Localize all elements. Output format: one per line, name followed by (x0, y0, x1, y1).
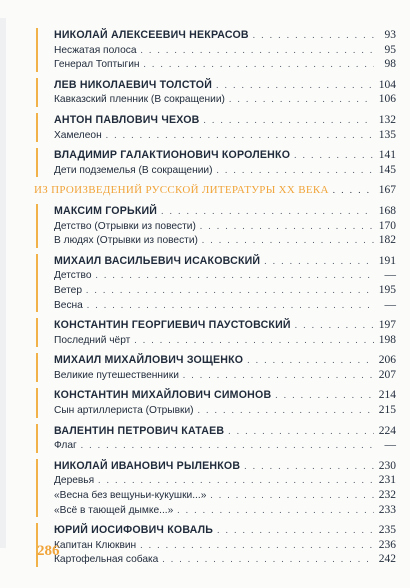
toc-author-block (36, 523, 396, 567)
dot-leader (87, 298, 374, 313)
toc-work-title: Генерал Топтыгин (54, 59, 140, 71)
toc-author-page: 224 (378, 424, 396, 437)
toc-work (54, 219, 396, 234)
dot-leader (200, 219, 374, 234)
toc-work-page: — (384, 439, 396, 452)
dot-leader (177, 503, 374, 518)
toc-author (54, 388, 396, 403)
dot-leader (140, 538, 374, 553)
dot-leader (295, 318, 374, 333)
dot-leader (202, 233, 374, 248)
toc-work (54, 552, 396, 567)
dot-leader (244, 459, 374, 474)
dot-leader (264, 254, 374, 269)
toc-work-page: 182 (378, 234, 396, 247)
toc-work (54, 233, 396, 248)
toc-work (54, 128, 396, 143)
dot-leader (216, 163, 374, 178)
dot-leader (134, 333, 374, 348)
toc-author-title: КОНСТАНТИН ГЕОРГИЕВИЧ ПАУСТОВСКИЙ (54, 319, 291, 332)
dot-leader (86, 283, 374, 298)
toc-work-title: Флаг (54, 440, 77, 452)
dot-leader (204, 113, 374, 128)
dot-leader (333, 183, 374, 198)
toc-work (54, 473, 396, 488)
dot-leader (198, 403, 374, 418)
toc-work-page: 98 (384, 58, 396, 71)
toc-author-title: АНТОН ПАВЛОВИЧ ЧЕХОВ (54, 113, 200, 126)
toc-work-title: Кавказский пленник (В сокращении) (54, 94, 225, 106)
toc-author-block (36, 204, 396, 248)
toc-work (54, 92, 396, 107)
dot-leader (229, 92, 374, 107)
dot-leader (294, 148, 374, 163)
toc-work-page: 233 (378, 503, 396, 516)
toc-section-title: ИЗ ПРОИЗВЕДЕНИЙ РУССКОЙ ЛИТЕРАТУРЫ XX ВЕКА (34, 184, 329, 197)
toc-author-title: МИХАИЛ МИХАЙЛОВИЧ ЗОЩЕНКО (54, 354, 244, 367)
toc-author-page: 235 (378, 524, 396, 537)
toc-author-title: КОНСТАНТИН МИХАЙЛОВИЧ СИМОНОВ (54, 389, 272, 402)
toc-author-block (36, 424, 396, 453)
toc-author-block (36, 353, 396, 382)
toc-section-page: 167 (378, 184, 396, 197)
toc-author (54, 353, 396, 368)
toc-author (54, 204, 396, 219)
toc-author (54, 459, 396, 474)
toc-author-title: МАКСИМ ГОРЬКИЙ (54, 204, 158, 217)
toc-author-block (36, 148, 396, 177)
toc-work-page: 135 (378, 128, 396, 141)
toc-author (54, 148, 396, 163)
toc-author-block (36, 459, 396, 517)
toc-work (54, 298, 396, 313)
toc-work-page: — (384, 269, 396, 282)
dot-leader (228, 424, 374, 439)
toc-work (54, 268, 396, 283)
toc-author-page: 197 (378, 319, 396, 332)
toc-work-title: Капитан Клюквин (54, 539, 137, 551)
dot-leader (81, 438, 374, 453)
toc-author-block (36, 78, 396, 107)
dot-leader (217, 523, 374, 538)
toc-work-page: 215 (378, 404, 396, 417)
toc-work-title: Сын артиллериста (Отрывки) (54, 405, 194, 417)
dot-leader (106, 128, 374, 143)
toc-work-page: 231 (378, 474, 396, 487)
toc-work (54, 368, 396, 383)
toc-author-title: МИХАИЛ ВАСИЛЬЕВИЧ ИСАКОВСКИЙ (54, 254, 261, 267)
toc-author (54, 254, 396, 269)
toc-work-page: 106 (378, 93, 396, 106)
toc-author-title: ЛЕВ НИКОЛАЕВИЧ ТОЛСТОЙ (54, 78, 213, 91)
toc-work-title: Ветер (54, 284, 83, 296)
toc-work-page: 242 (378, 553, 396, 566)
toc-author-page: 132 (378, 113, 396, 126)
toc-work-title: Великие путешественники (54, 369, 179, 381)
toc-work (54, 43, 396, 58)
dot-leader (141, 43, 375, 58)
toc-work-title: Деревья (54, 475, 95, 487)
toc-work (54, 538, 396, 553)
toc-author-block (36, 113, 396, 142)
toc-work (54, 283, 396, 298)
toc-work-title: Хамелеон (54, 129, 102, 141)
toc-work-title: Дети подземелья (В сокращении) (54, 164, 213, 176)
toc-author-block (36, 254, 396, 312)
toc-author-block (36, 28, 396, 72)
toc-work-page: 198 (378, 333, 396, 346)
toc-work (54, 57, 396, 72)
dot-leader (162, 552, 374, 567)
toc-author-page: 168 (378, 204, 396, 217)
toc-work (54, 163, 396, 178)
toc-work (54, 503, 396, 518)
toc-author-title: ВАЛЕНТИН ПЕТРОВИЧ КАТАЕВ (54, 424, 225, 437)
toc-work-title: «Весна без вещуньи-кукушки...» (54, 490, 207, 502)
toc-work-page: 236 (378, 538, 396, 551)
toc-author-title: ВЛАДИМИР ГАЛАКТИОНОВИЧ КОРОЛЕНКО (54, 149, 291, 162)
toc-author-page: 230 (378, 459, 396, 472)
toc-author-page: 214 (378, 389, 396, 402)
toc-work (54, 333, 396, 348)
toc-work (54, 438, 396, 453)
toc-author (54, 78, 396, 93)
toc-work (54, 403, 396, 418)
toc-work-title: «Всё в тающей дымке...» (54, 504, 174, 516)
page-number: 286 (37, 543, 60, 559)
toc-author (54, 113, 396, 128)
dot-leader (98, 473, 374, 488)
toc-work-page: 232 (378, 489, 396, 502)
dot-leader (253, 28, 374, 43)
toc-author-block (36, 318, 396, 347)
toc-work-page: 145 (378, 163, 396, 176)
toc-section (34, 183, 396, 198)
toc-author-block (36, 388, 396, 417)
toc-author-page: 104 (378, 78, 396, 91)
toc-author-page: 206 (378, 354, 396, 367)
toc-work (54, 488, 396, 503)
dot-leader (183, 368, 374, 383)
toc-work-title: Последний чёрт (54, 334, 131, 346)
dot-leader (216, 78, 374, 93)
dot-leader (210, 488, 374, 503)
toc-author-page: 141 (378, 149, 396, 162)
toc-author-page: 191 (378, 254, 396, 267)
toc-work-title: В людях (Отрывки из повести) (54, 235, 198, 247)
table-of-contents (36, 28, 396, 573)
toc-author-page: 93 (384, 29, 396, 41)
toc-work-page: 170 (378, 219, 396, 232)
dot-leader (161, 204, 374, 219)
margin-bar (0, 18, 6, 548)
toc-author (54, 28, 396, 43)
toc-work-title: Весна (54, 299, 83, 311)
dot-leader (96, 268, 374, 283)
dot-leader (247, 353, 374, 368)
toc-author-title: ЮРИЙ ИОСИФОВИЧ КОВАЛЬ (54, 524, 214, 537)
dot-leader (275, 388, 374, 403)
toc-work-title: Картофельная собака (54, 554, 159, 566)
toc-work-page: 95 (384, 43, 396, 56)
toc-work-page: 207 (378, 368, 396, 381)
toc-work-title: Детство (54, 270, 92, 282)
toc-work-page: — (384, 298, 396, 311)
toc-work-title: Детство (Отрывки из повести) (54, 220, 196, 232)
toc-work-page: 195 (378, 283, 396, 296)
toc-author (54, 424, 396, 439)
toc-author-title: НИКОЛАЙ ИВАНОВИЧ РЫЛЕНКОВ (54, 459, 241, 472)
toc-author-title: НИКОЛАЙ АЛЕКСЕЕВИЧ НЕКРАСОВ (54, 29, 249, 41)
toc-author (54, 318, 396, 333)
toc-author (54, 523, 396, 538)
toc-work-title: Несжатая полоса (54, 44, 137, 56)
dot-leader (144, 57, 374, 72)
